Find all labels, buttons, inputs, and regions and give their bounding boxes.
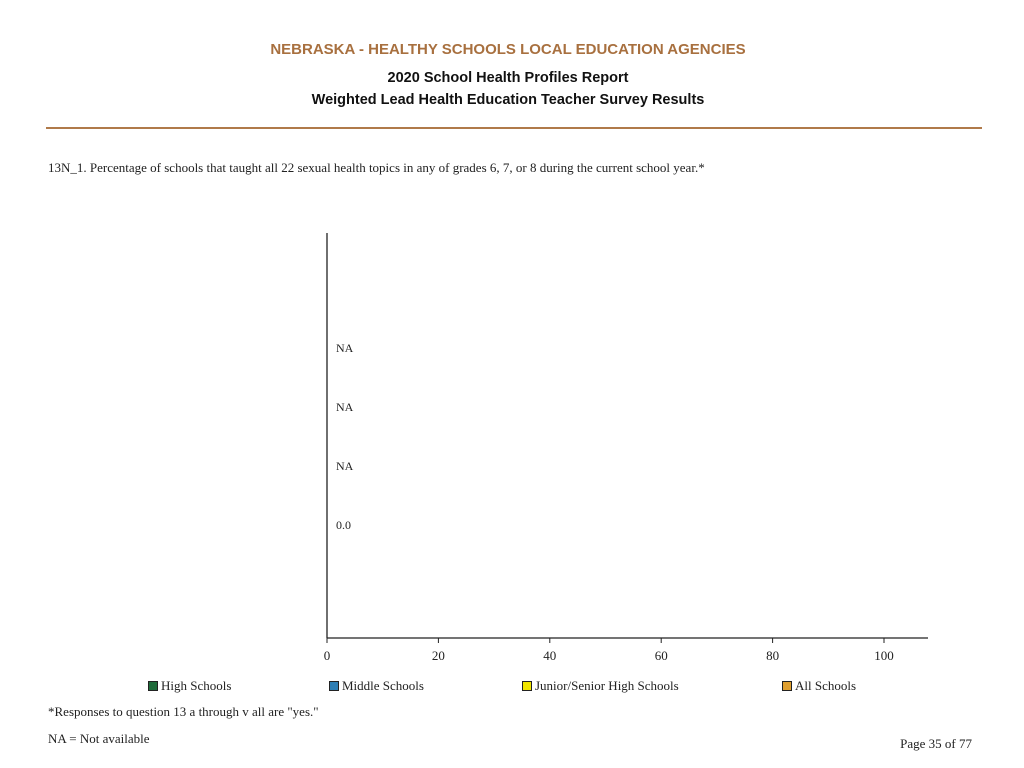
legend-item-junior-senior-high-schools	[522, 678, 679, 694]
x-tick-label: 60	[654, 648, 668, 663]
bar-data-label: NA	[336, 341, 354, 355]
footnote-na: NA = Not available	[48, 731, 150, 746]
report-organization: NEBRASKA - HEALTHY SCHOOLS LOCAL EDUCATION AGENCIES	[270, 41, 746, 58]
legend-label: Junior/Senior High Schools	[535, 678, 679, 693]
report-title: 2020 School Health Profiles Report	[387, 70, 629, 86]
legend-label: All Schools	[795, 678, 857, 693]
x-tick-label: 100	[874, 648, 894, 663]
x-tick-label: 0	[323, 648, 331, 663]
page-number: Page 35 of 77	[900, 736, 972, 751]
x-tick-label: 40	[543, 648, 557, 663]
footnote-asterisk: *Responses to question 13 a through v all are "yes."	[48, 704, 319, 719]
bar-data-label: NA	[336, 400, 354, 414]
legend-swatch	[329, 681, 339, 691]
bar-data-label: 0.0	[336, 518, 351, 532]
legend-item-middle-schools	[329, 678, 424, 694]
legend-item-all-schools	[782, 678, 856, 694]
x-tick-label: 20	[431, 648, 445, 663]
x-tick-label: 80	[766, 648, 780, 663]
question-text: 13N_1. Percentage of schools that taught all 22 sexual health topics in any of grades 6, 7, or 8 during the current school year.*	[48, 160, 705, 175]
legend-item-high-schools	[148, 678, 231, 694]
legend-swatch	[522, 681, 532, 691]
legend-label: Middle Schools	[342, 678, 424, 693]
report-subtitle: Weighted Lead Health Education Teacher Survey Results	[311, 92, 705, 108]
bar-data-label: NA	[336, 459, 354, 473]
legend-swatch	[782, 681, 792, 691]
legend-swatch	[148, 681, 158, 691]
legend-label: High Schools	[161, 678, 232, 693]
